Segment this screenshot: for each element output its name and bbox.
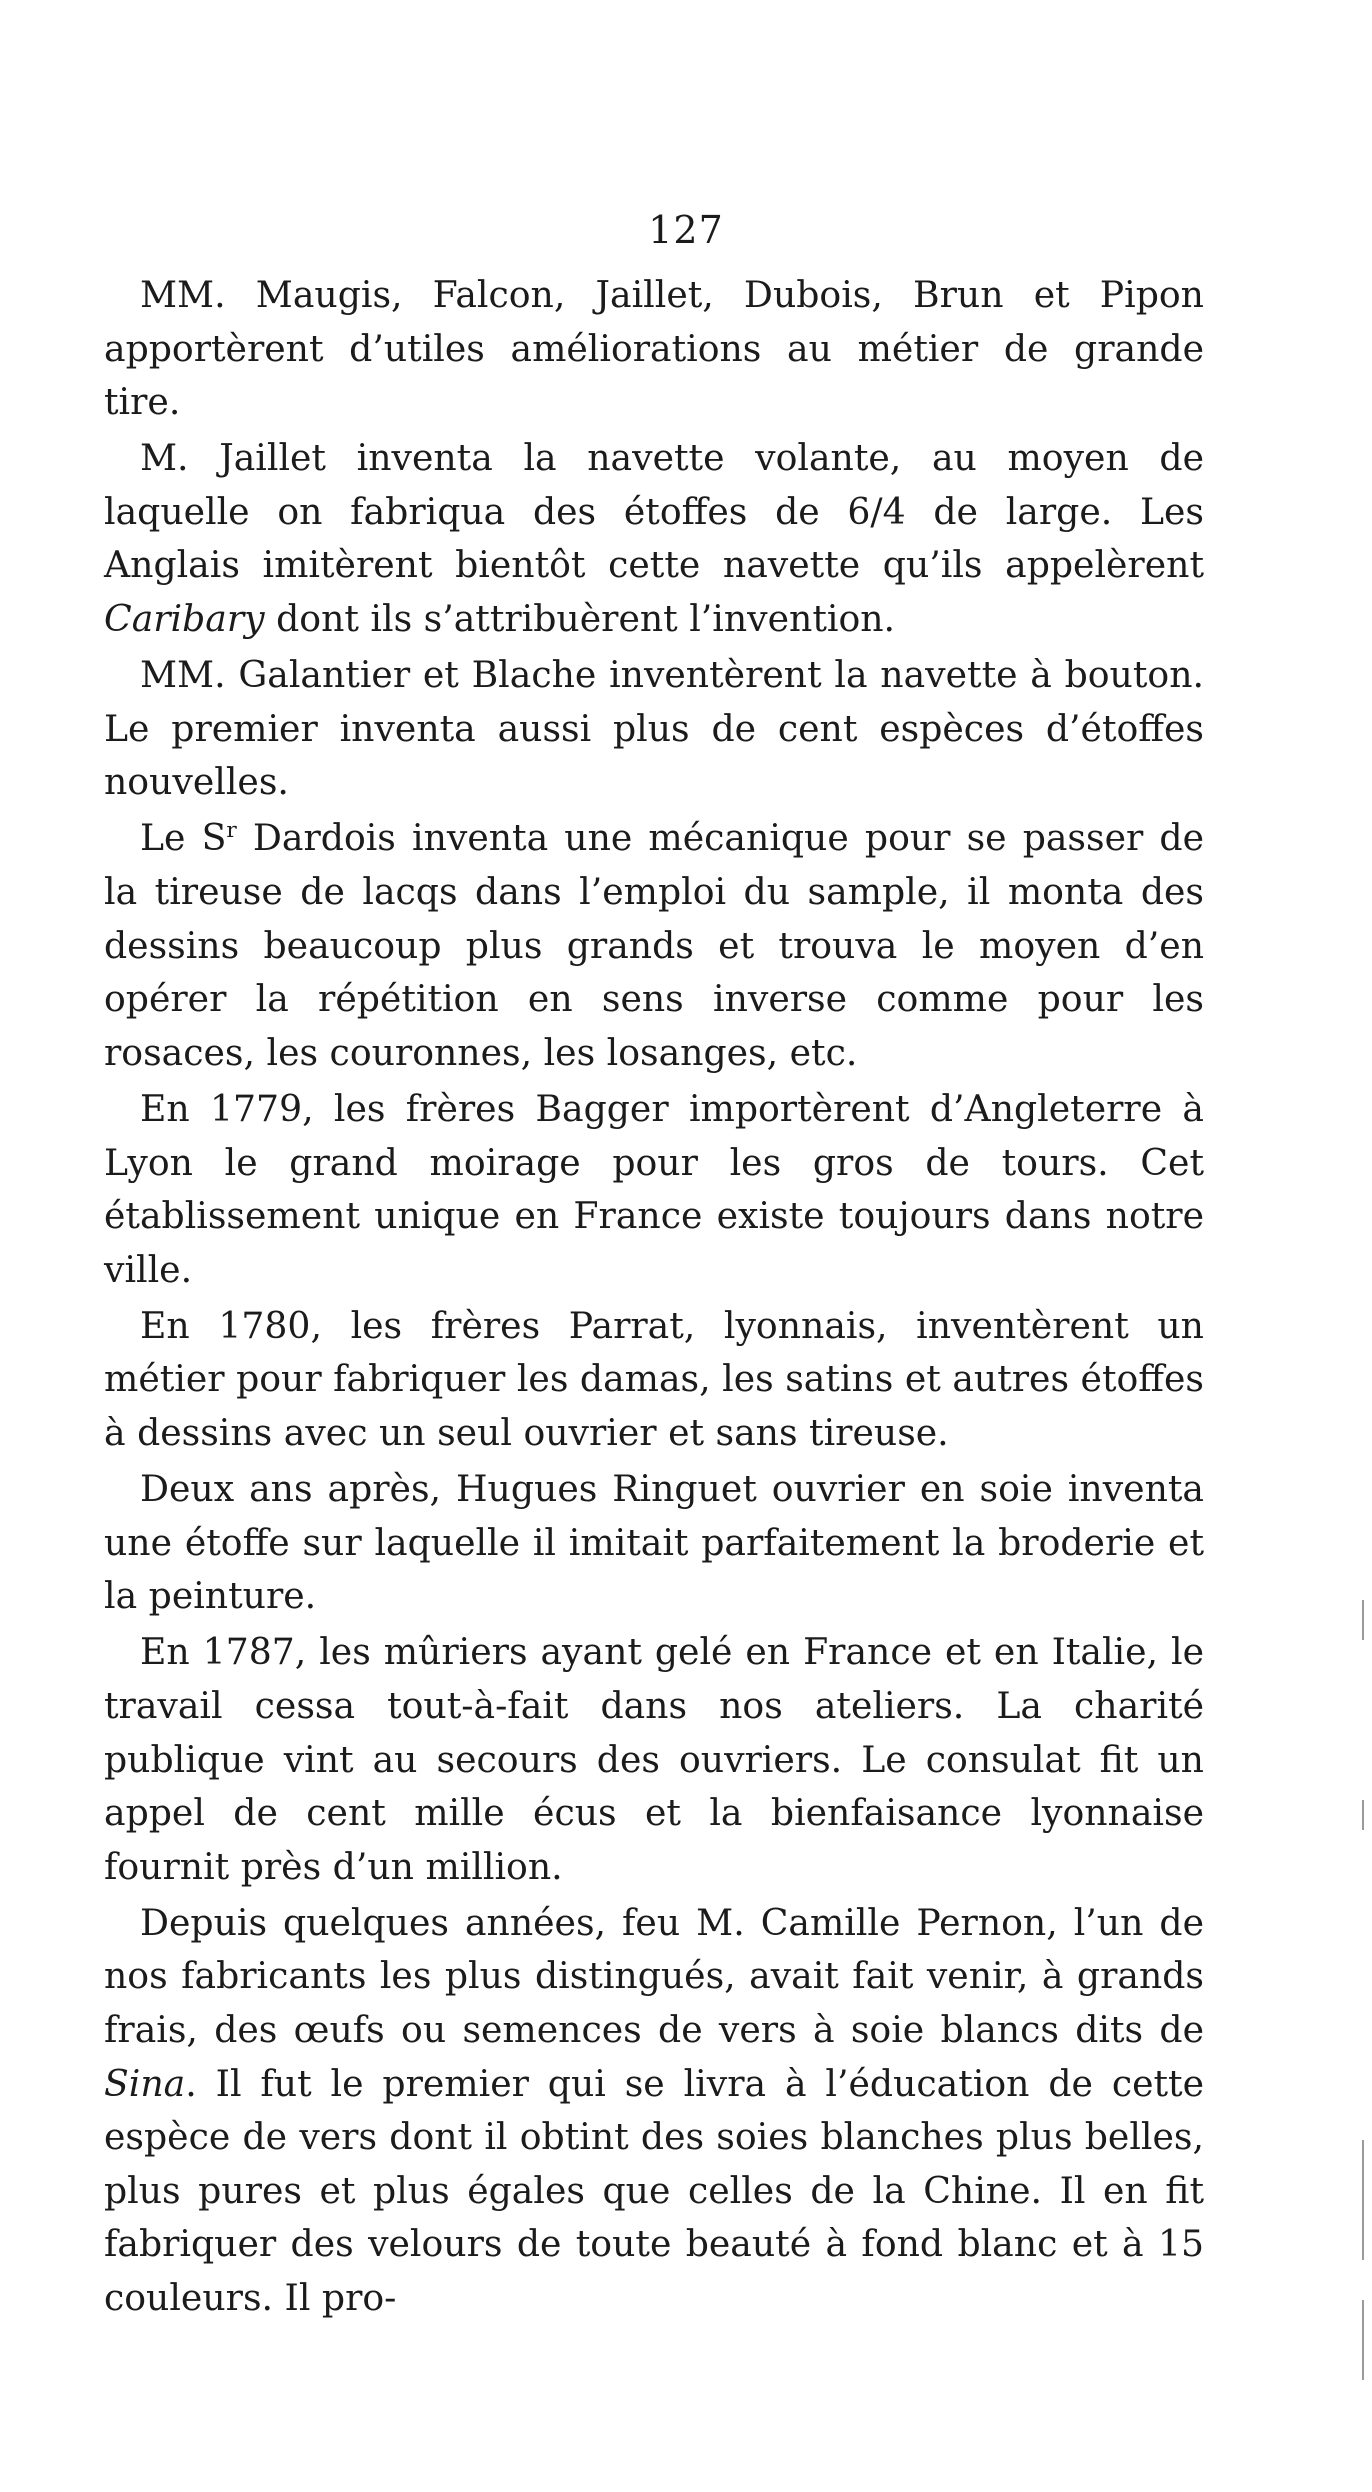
scan-edge-mark [1362,2140,1364,2260]
page-number: 127 [648,208,724,252]
paragraph-navette-bouton: MM. Galantier et Blache inventèrent la navette à bouton. Le premier inventa aussi plus de cent espèces d’étoffes nouvelles. [104,653,1204,804]
paragraph-1780: En 1780, les frères Parrat, lyonnais, inventèrent un métier pour fabriquer les damas, les satins et autres étoffes à dessins avec un seul ouvrier et sans tireuse. [104,1303,1204,1454]
paragraph-inventors: MM. Maugis, Falcon, Jaillet, Dubois, Brun et Pipon apportèrent d’utiles améliorations au métier de grande tire. [104,273,1204,424]
scan-edge-mark [1362,1600,1364,1640]
paragraph-pernon: Depuis quelques années, feu M. Camille Pernon, l’un de nos fabricants les plus distingués, avait fait venir, à grands frais, des œufs ou semences de vers à soie blancs dits de Sina. Il fut le premier qui se livra à l’éducation de cette espèce de vers dont il obtint des soies blanches plus belles, plus pures et plus égales que celles de la Chine. Il en fit fabriquer des velours de toute beauté à fond blanc et à 15 couleurs. Il pro- [104,1900,1204,2319]
paragraph-ringuet: Deux ans après, Hugues Ringuet ouvrier en soie inventa une étoffe sur laquelle il imitait parfaitement la broderie et la peinture. [104,1467,1204,1618]
paragraph-1787: En 1787, les mûriers ayant gelé en France et en Italie, le travail cessa tout-à-fait dans nos ateliers. La charité publique vint au secours des ouvriers. Le consulat fit un appel de cent mille écus et la bienfaisance lyonnaise fournit près d’un million. [104,1630,1204,1888]
paragraph-dardois: Le $S^r$ Dardois inventa une mécanique pour se passer de la tireuse de lacqs dans l’emploi du sample, il monta des dessins beaucoup plus grands et trouva le moyen d’en opérer la répétition en sens inverse comme pour les rosaces, les couronnes, les losanges, etc. [104,816,1204,1074]
paragraph-1779: En 1779, les frères Bagger importèrent d’Angleterre à Lyon le grand moirage pour les gros de tours. Cet établissement unique en France existe toujours dans notre ville. [104,1086,1204,1291]
paragraph-navette-volante: M. Jaillet inventa la navette volante, au moyen de laquelle on fabriqua des étoffes de 6/4 de large. Les Anglais imitèrent bientôt cette navette qu’ils appelèrent Caribary dont ils s’attribuèrent l’invention. [104,436,1204,641]
scan-edge-mark [1362,1800,1364,1830]
scan-edge-mark [1362,2300,1364,2380]
body-text [104,268,1204,2327]
